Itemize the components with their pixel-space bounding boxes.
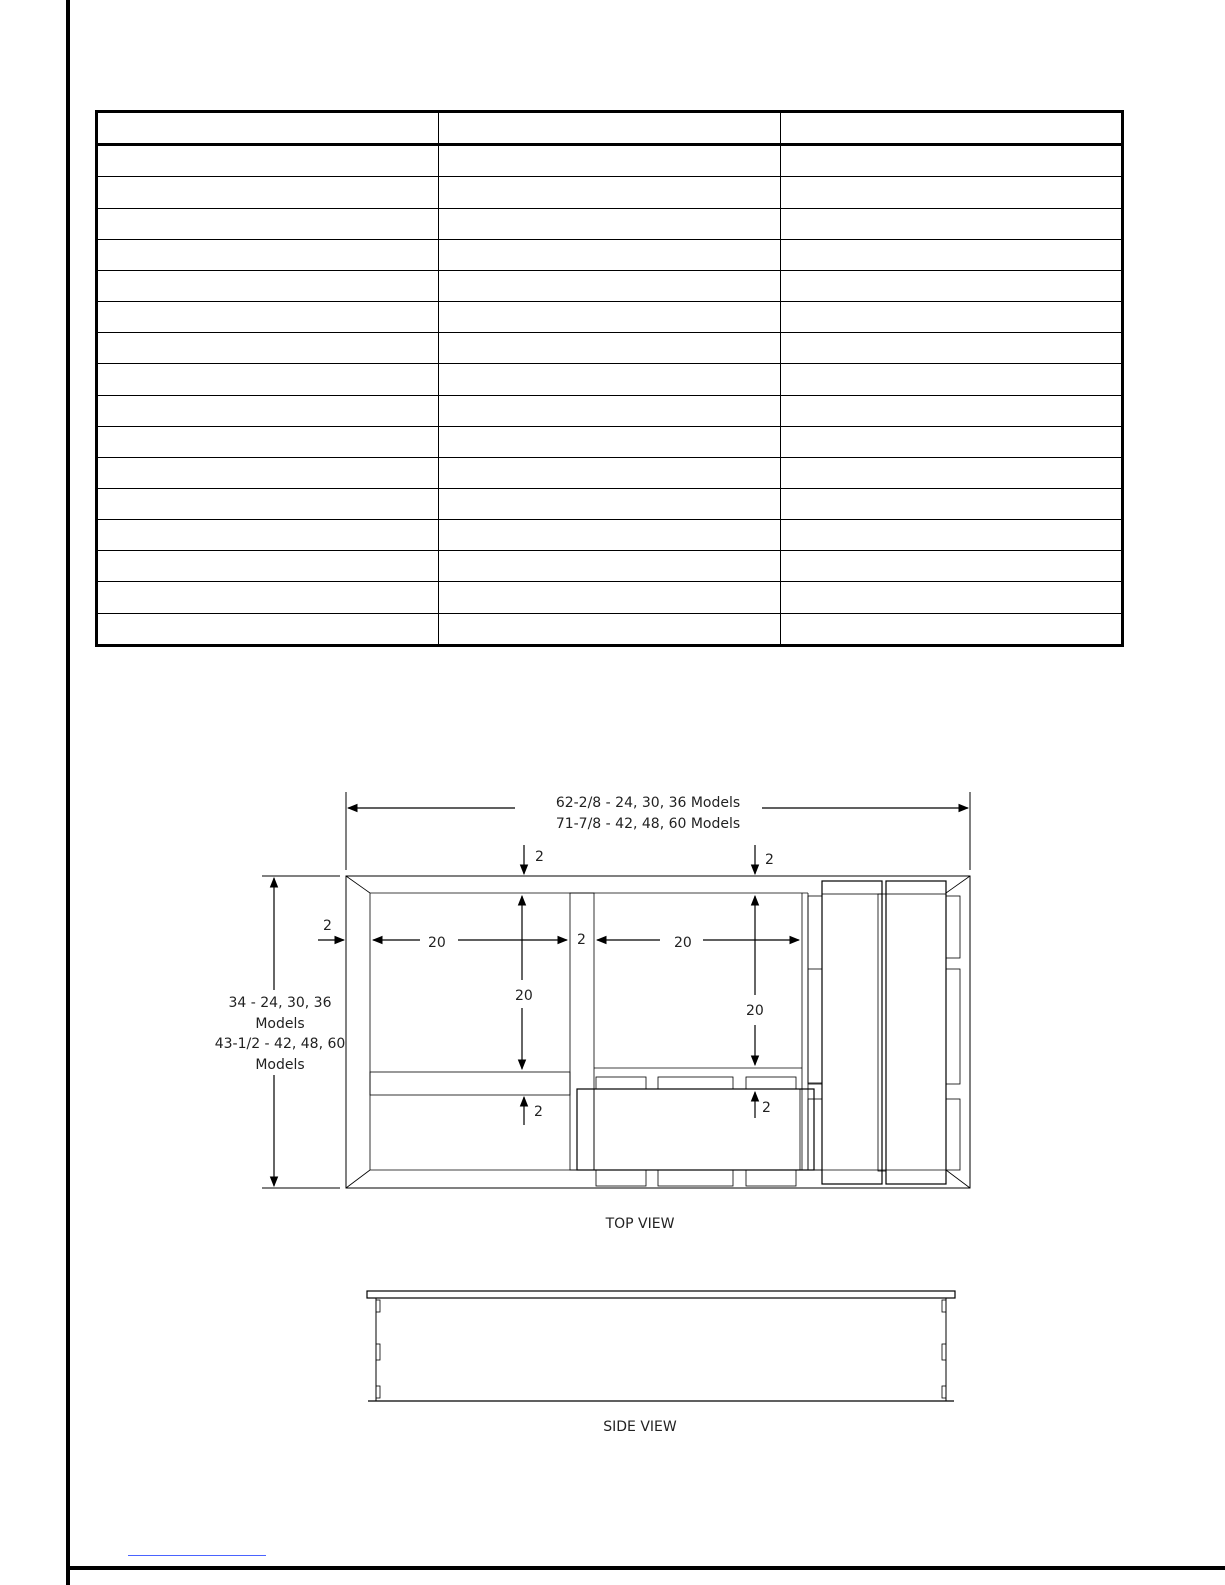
dim-2-middle: 2 — [577, 932, 586, 948]
dim-2-bottom-right: 2 — [762, 1100, 771, 1116]
dim-20-horizontal-right: 20 — [674, 935, 692, 951]
dim-2-bottom-left: 2 — [534, 1104, 543, 1120]
dim-2-left: 2 — [323, 918, 332, 934]
width-dimension-line1: 62-2/8 - 24, 30, 36 Models — [555, 795, 741, 811]
dim-20-horizontal-left: 20 — [428, 935, 446, 951]
width-dimension-line2: 71-7/8 - 42, 48, 60 Models — [555, 816, 741, 832]
dim-20-vertical-left: 20 — [515, 988, 533, 1004]
height-dimension-line4: Models — [255, 1057, 305, 1073]
dim-20-vertical-right: 20 — [746, 1003, 764, 1019]
side-view — [367, 1291, 955, 1401]
dim-2-top-right: 2 — [765, 852, 774, 868]
top-view-label: TOP VIEW — [605, 1216, 675, 1232]
height-dimension-line3: 43-1/2 - 42, 48, 60 — [214, 1036, 346, 1052]
height-dimension-line2: Models — [255, 1016, 305, 1032]
top-view — [262, 792, 970, 1188]
side-view-label: SIDE VIEW — [603, 1419, 677, 1435]
height-dimension-line1: 34 - 24, 30, 36 — [228, 995, 332, 1011]
top-view-labels — [215, 795, 774, 1232]
dim-2-top-left: 2 — [535, 849, 544, 865]
